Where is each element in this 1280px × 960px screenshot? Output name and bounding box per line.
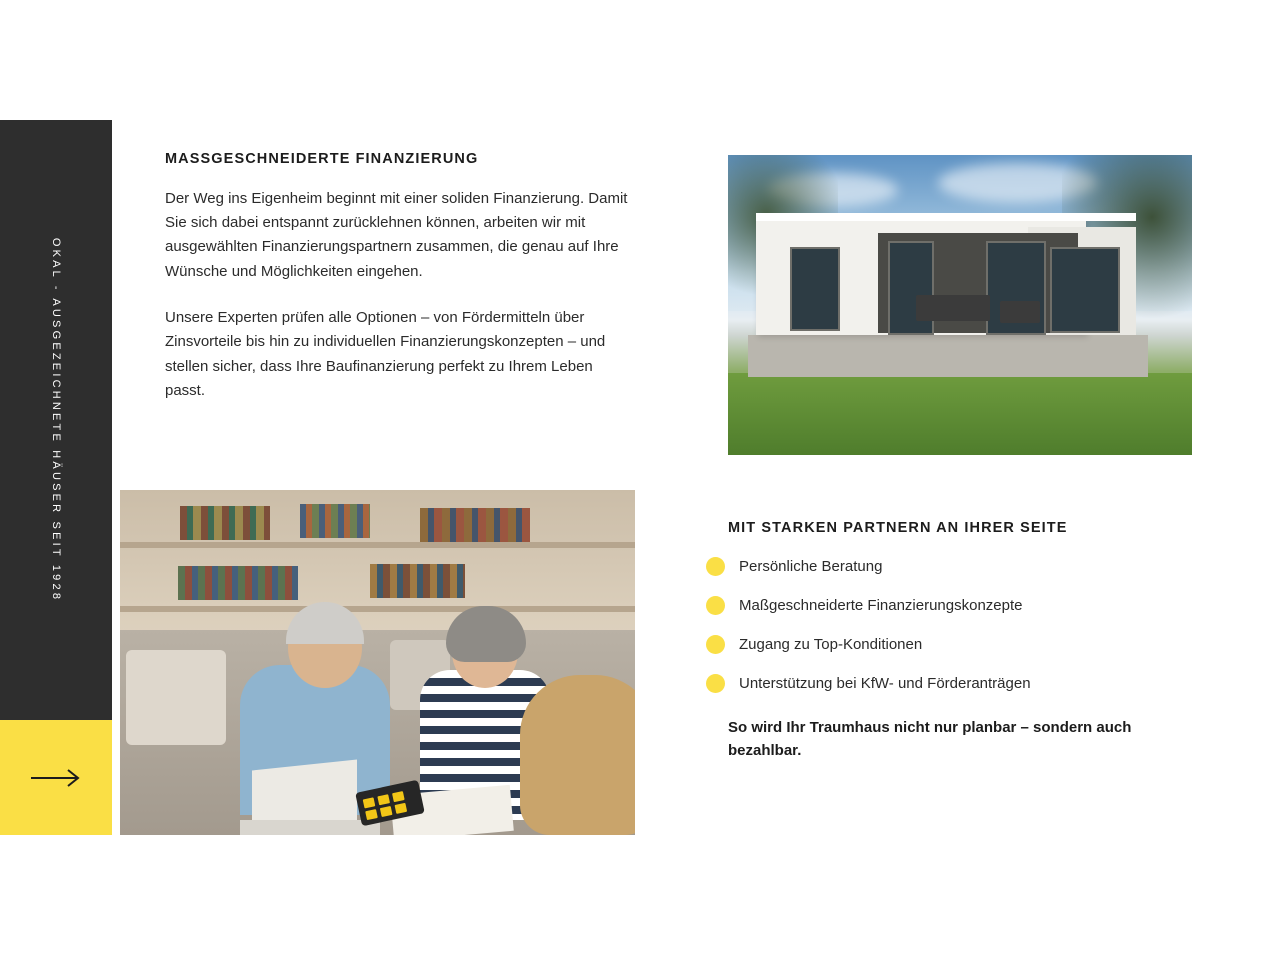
- photo-books: [178, 566, 298, 600]
- photo-window: [1050, 247, 1120, 333]
- photo-books: [370, 564, 465, 598]
- photo-window: [790, 247, 840, 331]
- photo-calculator-key: [392, 791, 405, 802]
- bullet-dot-icon: [706, 635, 725, 654]
- photo-lawn: [728, 373, 1192, 455]
- arrow-right-icon: [29, 767, 83, 789]
- partner-benefit-label: Maßgeschneiderte Finanzierungskonzepte: [739, 597, 1023, 614]
- section-heading-partners: MIT STARKEN PARTNERN AN IHRER SEITE: [728, 520, 1068, 536]
- photo-outdoor-sofa: [916, 295, 990, 321]
- photo-person-advisor-back: [520, 675, 635, 835]
- photo-laptop-base: [240, 820, 380, 835]
- photo-calculator-key: [365, 809, 378, 820]
- photo-calculator-key: [395, 803, 408, 814]
- photo-cushion: [126, 650, 226, 745]
- photo-terrace: [748, 335, 1148, 377]
- photo-calculator-key: [377, 794, 390, 805]
- sidebar-vertical-label: OKAL - AUSGEZEICHNETE HÄUSER SEIT 1928: [50, 237, 62, 603]
- next-slide-button[interactable]: [0, 720, 112, 835]
- photo-calculator-key: [363, 797, 376, 808]
- financing-paragraph-1: Der Weg ins Eigenheim beginnt mit einer soliden Finanzierung. Damit Sie sich dabei entspannt zurücklehnen können, arbeiten wir mit ausgewählten Finanzierungspartnern zusammen, die genau auf Ihre Wünsche und Möglichkeiten eingehen.: [165, 189, 628, 280]
- photo-calculator-key: [380, 806, 393, 817]
- photo-roof-edge: [756, 213, 1136, 221]
- section-heading-financing: MASSGESCHNEIDERTE FINANZIERUNG: [165, 151, 479, 167]
- partner-benefit-label: Unterstützung bei KfW- und Förderanträgen: [739, 675, 1031, 692]
- bullet-dot-icon: [706, 557, 725, 576]
- photo-books: [300, 504, 370, 538]
- bullet-dot-icon: [706, 674, 725, 693]
- partner-benefit-label: Zugang zu Top-Konditionen: [739, 636, 923, 653]
- photo-books: [180, 506, 270, 540]
- list-item: [728, 673, 1198, 694]
- photo-shelf-line: [120, 606, 635, 612]
- left-sidebar-bar: [0, 120, 112, 720]
- financing-paragraph-2: Unsere Experten prüfen alle Optionen – von Fördermitteln über Zinsvorteile bis hin zu individuellen Finanzierungskonzepten – und stellen sicher, dass Ihre Baufinanzierung perfekt zu Ihrem Leben passt.: [165, 309, 606, 399]
- list-item: [728, 634, 1198, 655]
- partners-section: [728, 520, 1198, 763]
- photo-shelf-line: [120, 542, 635, 548]
- financing-text-column: [165, 150, 635, 403]
- closing-statement: So wird Ihr Traumhaus nicht nur planbar – sondern auch bezahlbar.: [728, 719, 1132, 760]
- photo-books: [420, 508, 530, 542]
- house-photo: [728, 155, 1192, 455]
- consultation-photo: [120, 490, 635, 835]
- list-item: [728, 556, 1198, 577]
- photo-outdoor-chair: [1000, 301, 1040, 323]
- bullet-dot-icon: [706, 596, 725, 615]
- partner-benefit-label: Persönliche Beratung: [739, 558, 883, 575]
- list-item: [728, 595, 1198, 616]
